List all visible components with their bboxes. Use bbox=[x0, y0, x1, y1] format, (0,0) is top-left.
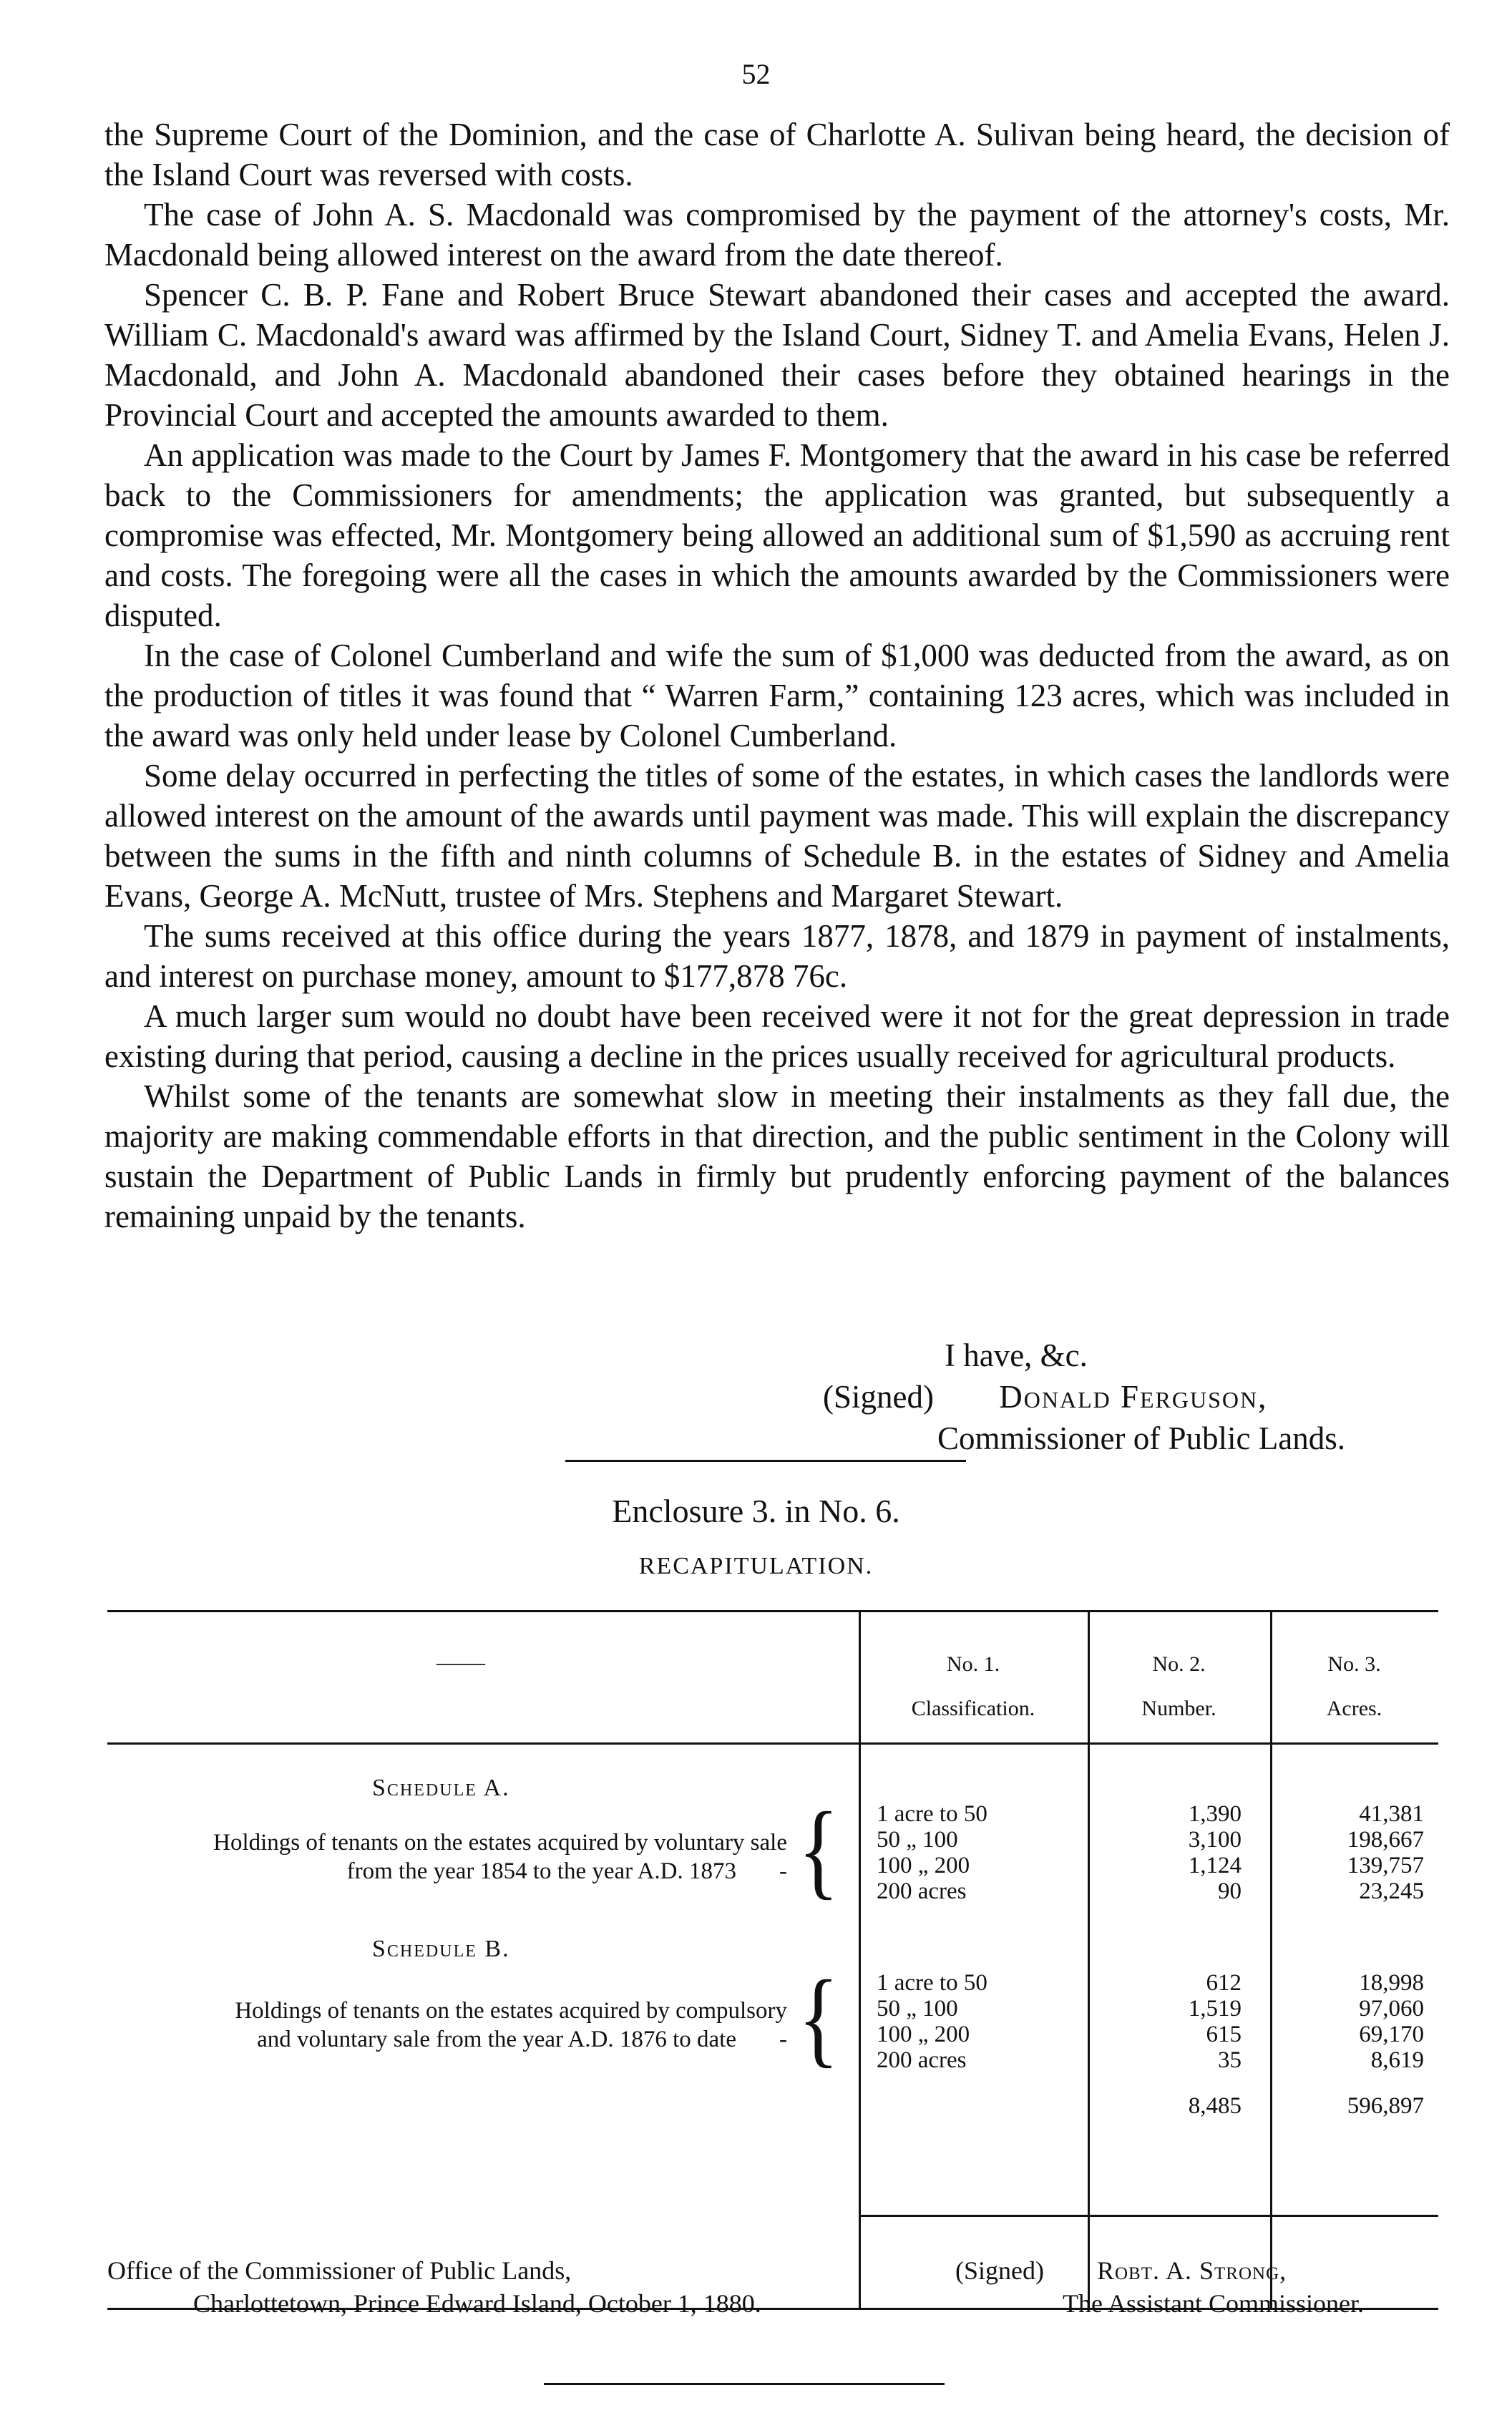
column-number: No. 2. bbox=[1152, 1652, 1206, 1676]
description-text: and voluntary sale from the year A.D. 1876 to date bbox=[257, 2027, 736, 2052]
end-divider bbox=[544, 2383, 945, 2385]
description-text: from the year 1854 to the year A.D. 1873 bbox=[346, 1858, 736, 1884]
total-acres: 596,897 bbox=[1347, 2093, 1424, 2119]
number-cell: 90 bbox=[1218, 1878, 1242, 1904]
table-row bbox=[877, 2022, 970, 2048]
description-line bbox=[107, 2025, 787, 2054]
acres-cell: 198,667 bbox=[1347, 1827, 1424, 1853]
signature-title: Commissioner of Public Lands. bbox=[937, 1420, 1345, 1456]
paragraph-3: Spencer C. B. P. Fane and Robert Bruce Stewart abandoned their cases and accepted the award. William C. Macdonald's award was affirmed by the Island Court, Sidney T. and Amelia Evans, Helen J. Macdonald, and John A. Macdonald abandoned their cases before they obtained hearings in the Provincial Court and accepted the amounts awarded to them. bbox=[104, 277, 1450, 433]
column-header-number bbox=[1088, 1642, 1270, 1731]
acres-cell: 23,245 bbox=[1359, 1878, 1424, 1904]
paragraph-9: Whilst some of the tenants are somewhat slow in meeting their instalments as they fall due, the majority are making commendable efforts in that direction, and the public sentiment in the Colony will sustain the Department of Public Lands in firmly but prudently enforcing payment of the balances remaining unpaid by the tenants. bbox=[104, 1078, 1450, 1234]
schedule-a-heading: Schedule A. bbox=[372, 1775, 510, 1801]
schedule-b-heading: Schedule B. bbox=[372, 1936, 510, 1962]
column-header-acres bbox=[1270, 1642, 1438, 1731]
classification-cell: 200 acres bbox=[877, 1878, 967, 1904]
schedule-b-description bbox=[107, 1996, 787, 2054]
acres-cell: 41,381 bbox=[1359, 1801, 1424, 1827]
classification-cell: 1 acre to 50 bbox=[877, 1970, 987, 1996]
acres-cell: 8,619 bbox=[1370, 2047, 1424, 2073]
signature-closing: I have, &c. bbox=[945, 1337, 1088, 1373]
column-header-classification bbox=[859, 1642, 1088, 1731]
paragraph-7: The sums received at this office during the years 1877, 1878, and 1879 in payment of instalments, and interest on purchase money, amount to $177,878 76c. bbox=[104, 918, 1450, 994]
footer-signer: Robt. A. Strong, bbox=[1096, 2256, 1287, 2285]
footer-signature bbox=[955, 2254, 1364, 2320]
table-top-rule bbox=[107, 1610, 1438, 1612]
signature-block bbox=[823, 1335, 1345, 1459]
table-row bbox=[877, 1853, 970, 1879]
signature-signed-label: (Signed) bbox=[823, 1379, 934, 1415]
total-number: 8,485 bbox=[1188, 2093, 1242, 2119]
office-line: Charlottetown, Prince Edward Island, October 1, 1880. bbox=[193, 2289, 761, 2318]
table-row bbox=[877, 1827, 958, 1853]
acres-cell: 97,060 bbox=[1359, 1996, 1424, 2022]
header-dash: —— bbox=[436, 1649, 485, 1676]
acres-cell: 18,998 bbox=[1359, 1970, 1424, 1996]
table-header-rule bbox=[107, 1742, 1438, 1745]
table-row bbox=[877, 1970, 987, 1996]
column-number: No. 1. bbox=[946, 1652, 1000, 1676]
signature-name: Donald Ferguson, bbox=[999, 1379, 1268, 1415]
paragraph-6: Some delay occurred in perfecting the titles of some of the estates, in which cases the landlords were allowed interest on the amount of the awards until payment was made. This will explain the discrepancy between the sums in the fifth and ninth columns of Schedule B. in the estates of Sidney and Amelia Evans, George A. McNutt, trustee of Mrs. Stephens and Margaret Stewart. bbox=[104, 758, 1450, 914]
schedule-a-brace: { bbox=[798, 1790, 839, 1909]
classification-cell: 1 acre to 50 bbox=[877, 1801, 987, 1827]
table-row bbox=[877, 1878, 967, 1905]
number-cell: 35 bbox=[1218, 2047, 1242, 2073]
column-label: Number. bbox=[1141, 1697, 1216, 1720]
description-line: Holdings of tenants on the estates acquired by compulsory bbox=[235, 1998, 787, 2024]
number-cell: 612 bbox=[1206, 1970, 1242, 1996]
column-label: Acres. bbox=[1326, 1697, 1382, 1720]
column-label: Classification. bbox=[911, 1697, 1035, 1720]
table-row bbox=[877, 1996, 958, 2022]
recapitulation-title: RECAPITULATION. bbox=[638, 1553, 874, 1579]
classification-cell: 100 „ 200 bbox=[877, 1853, 970, 1878]
paragraph-1: the Supreme Court of the Dominion, and the case of Charlotte A. Sulivan being heard, the decision of the Island Court was reversed with costs. bbox=[104, 117, 1450, 192]
office-line: Office of the Commissioner of Public Lands, bbox=[107, 2256, 572, 2285]
schedule-b-brace: { bbox=[798, 1958, 839, 2077]
signature-signed-line bbox=[823, 1376, 1345, 1418]
enclosure-title: Enclosure 3. in No. 6. bbox=[612, 1493, 900, 1529]
body-text bbox=[104, 114, 1450, 1237]
page-number: 52 bbox=[741, 58, 771, 90]
paragraph-4: An application was made to the Court by James F. Montgomery that the award in his case be referred back to the Commissioners for amendments; the application was granted, but subsequently a compromise was effected, Mr. Montgomery being allowed an additional sum of $1,590 as accruing rent and costs. The foregoing were all the cases in which the amounts awarded by the Commissioners were disputed. bbox=[104, 437, 1450, 633]
classification-cell: 100 „ 200 bbox=[877, 2022, 970, 2047]
paragraph-5: In the case of Colonel Cumberland and wife the sum of $1,000 was deducted from the award, as on the production of titles it was found that “ Warren Farm,” containing 123 acres, which was included in the award was only held under lease by Colonel Cumberland. bbox=[104, 638, 1450, 754]
schedule-a-description bbox=[107, 1828, 787, 1886]
footer-signed-label: (Signed) bbox=[955, 2256, 1044, 2285]
paragraph-2: The case of John A. S. Macdonald was compromised by the payment of the attorney's costs, Mr. Macdonald being allowed interest on the award from the date thereof. bbox=[104, 197, 1450, 273]
classification-cell: 50 „ 100 bbox=[877, 1827, 958, 1853]
table-row bbox=[877, 2047, 967, 2074]
table-row bbox=[877, 1801, 987, 1828]
office-address bbox=[107, 2254, 761, 2320]
acres-cell: 69,170 bbox=[1359, 2022, 1424, 2047]
number-cell: 1,519 bbox=[1188, 1996, 1242, 2022]
number-cell: 1,390 bbox=[1188, 1801, 1242, 1827]
number-cell: 615 bbox=[1206, 2022, 1242, 2047]
classification-cell: 50 „ 100 bbox=[877, 1996, 958, 2022]
footer-role: The Assistant Commissioner. bbox=[1063, 2289, 1365, 2318]
classification-cell: 200 acres bbox=[877, 2047, 967, 2073]
leader-dash: - bbox=[779, 1858, 787, 1884]
number-cell: 3,100 bbox=[1188, 1827, 1242, 1853]
column-number: No. 3. bbox=[1327, 1652, 1381, 1676]
acres-cell: 139,757 bbox=[1347, 1853, 1424, 1878]
leader-dash: - bbox=[779, 2027, 787, 2052]
paragraph-8: A much larger sum would no doubt have been received were it not for the great depression in trade existing during that period, causing a decline in the prices usually received for agricultural products. bbox=[104, 998, 1450, 1074]
section-divider bbox=[565, 1460, 966, 1462]
description-line: Holdings of tenants on the estates acquired by voluntary sale bbox=[213, 1830, 787, 1856]
number-cell: 1,124 bbox=[1188, 1853, 1242, 1878]
footer-signed-line bbox=[955, 2254, 1364, 2287]
recapitulation-table bbox=[107, 1599, 1445, 2329]
description-line bbox=[107, 1857, 787, 1886]
totals-rule bbox=[859, 2215, 1438, 2217]
